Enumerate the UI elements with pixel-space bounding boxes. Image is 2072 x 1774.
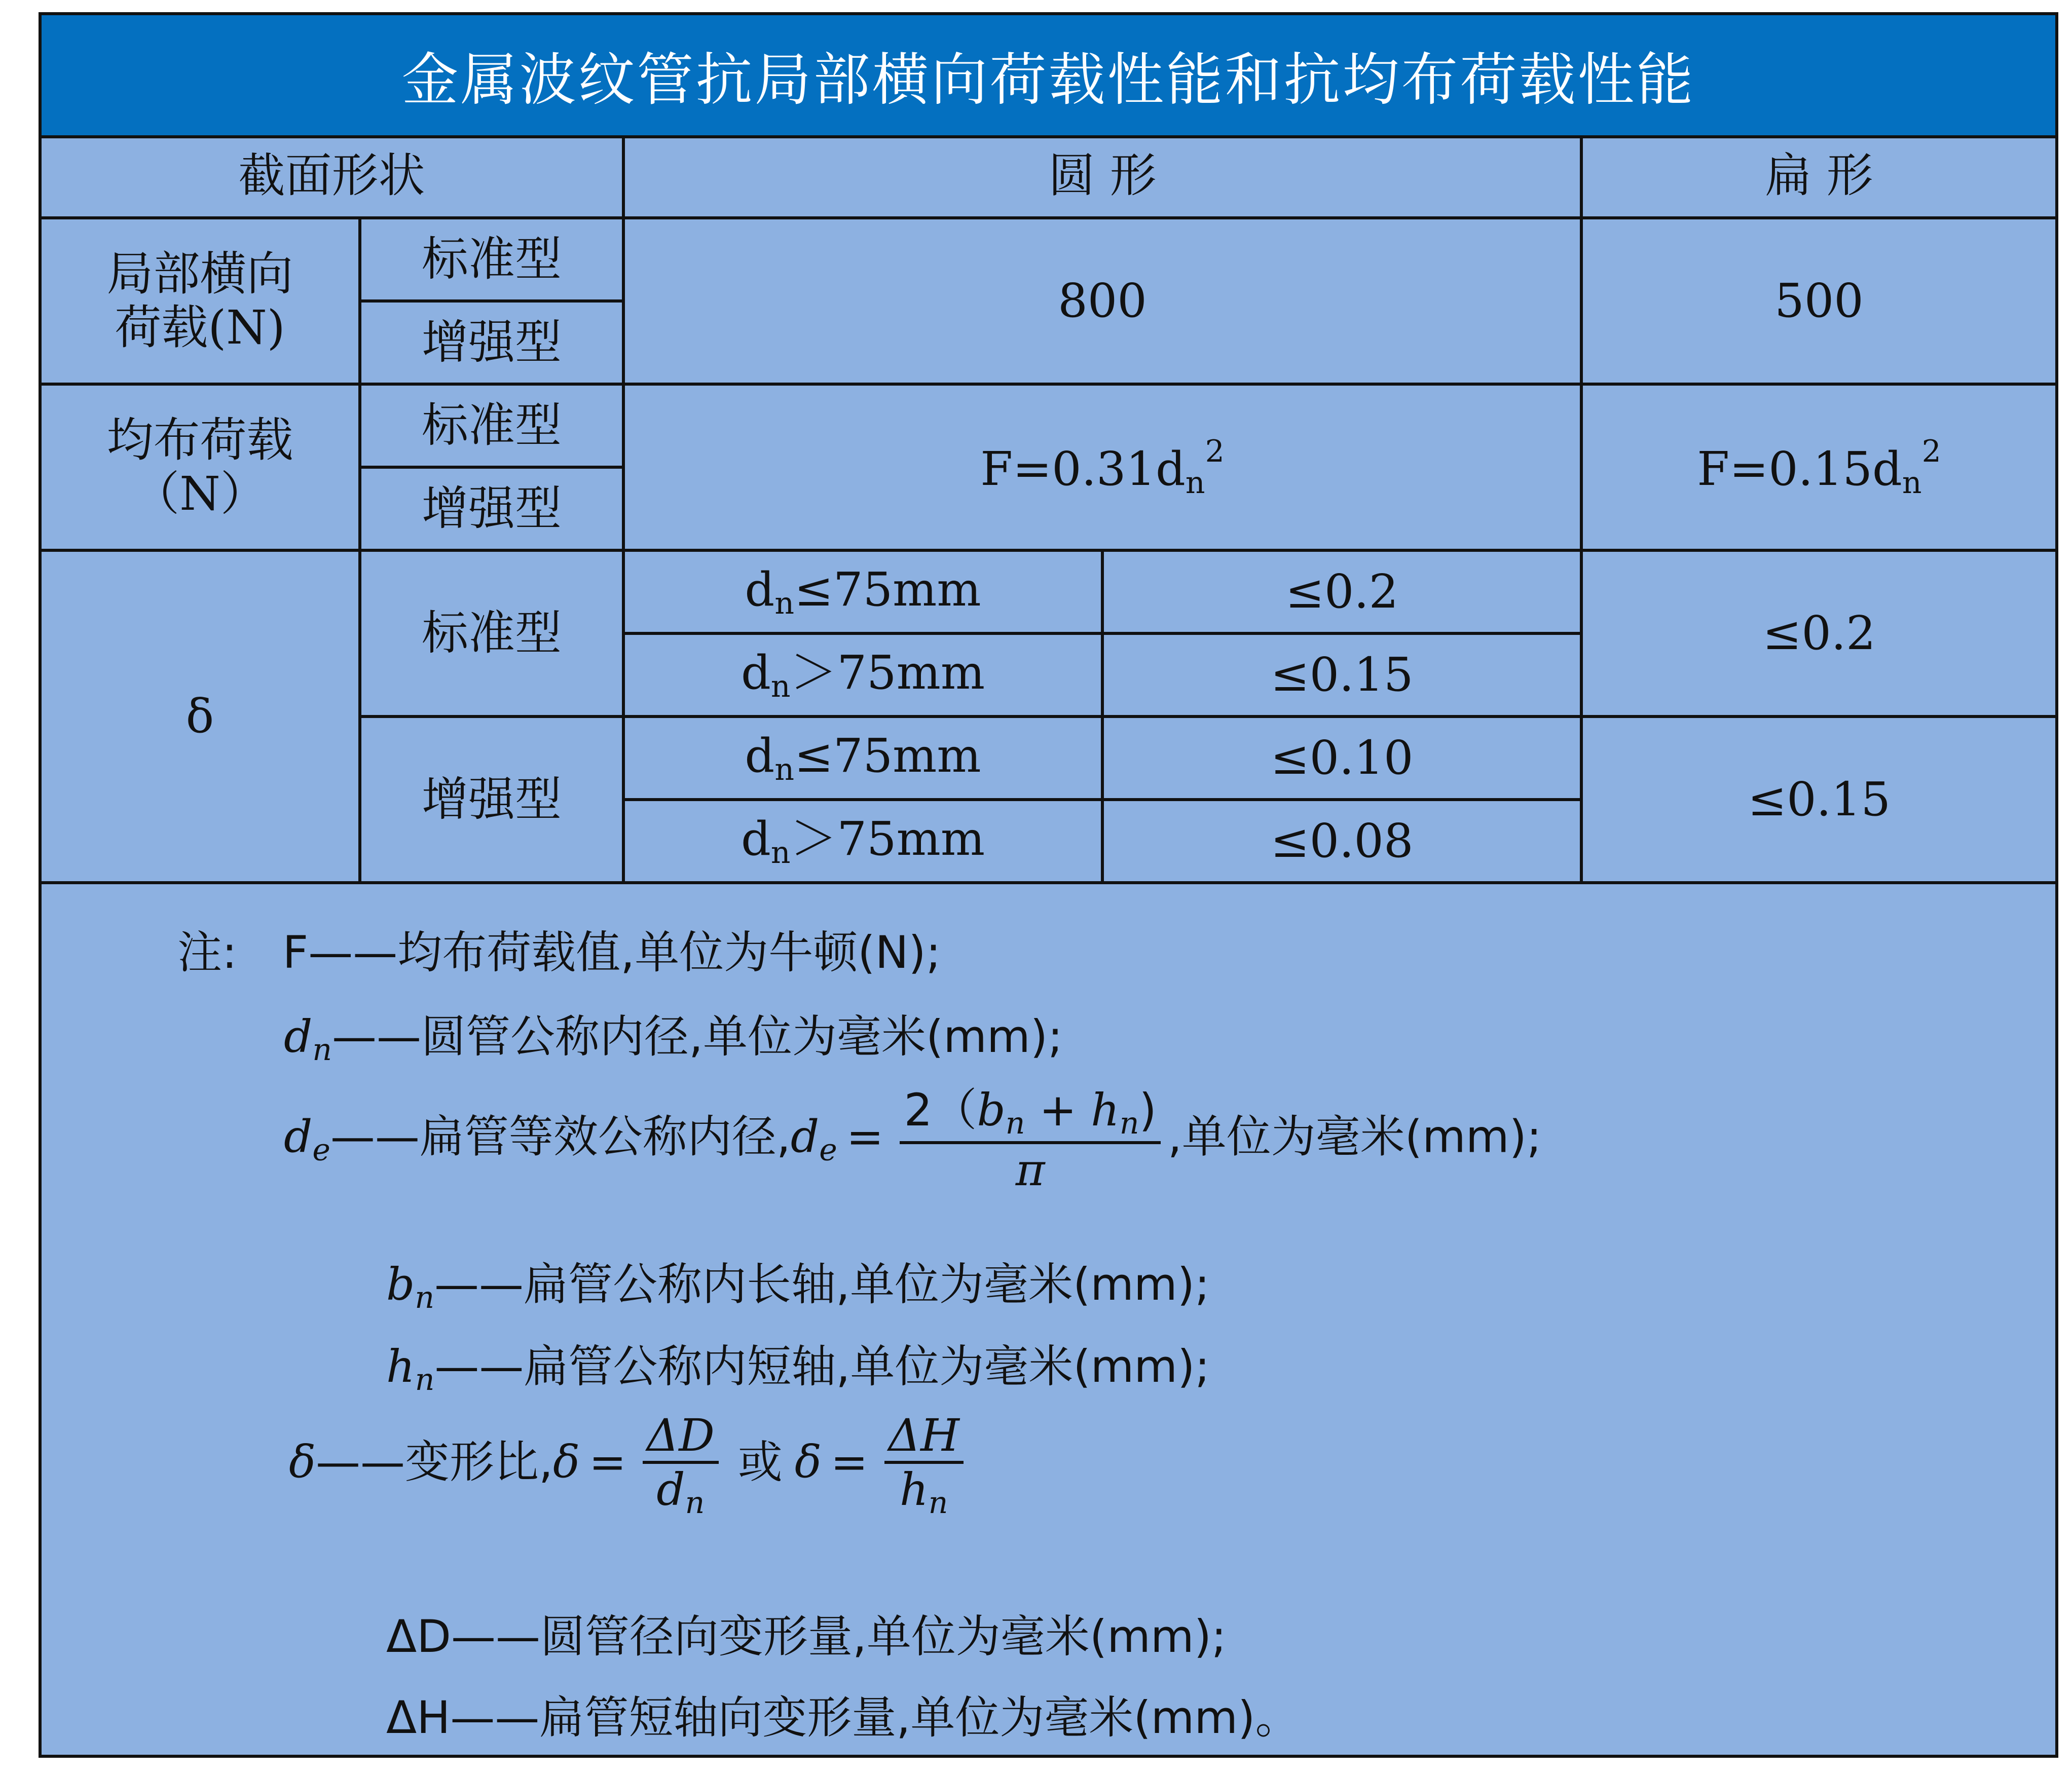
note-bn: $b_n——$扁管公称内长轴,单位为毫米(mm); <box>386 1258 1210 1315</box>
delta-round-value: ≤0.2 <box>1102 550 1581 633</box>
delta-flat-value: ≤0.15 <box>1581 716 2055 883</box>
delta-fraction-h: $\frac{\Delta H}{h_n}$ <box>884 1410 964 1521</box>
table-row <box>42 550 2055 633</box>
delta-label: δ <box>42 550 360 883</box>
uniform-load-round-formula: $F=0.31d_n^2$ <box>623 384 1581 550</box>
uniform-load-label: 均布荷载 （N） <box>42 384 360 550</box>
note-delta: δ——变形比,δ = $\frac{\Delta D}{d_n}$ 或 δ = $\frac{\Delta H}{h_n}$ <box>289 1410 971 1521</box>
delta-round-value: ≤0.15 <box>1102 633 1581 716</box>
note-f: 注: F——均布荷载值,单位为牛顿(N); <box>177 926 941 978</box>
header-round: 圆 形 <box>623 135 1581 218</box>
uniform-load-flat-formula: $F=0.15d_n^2$ <box>1581 384 2055 550</box>
note-delta-d: ΔD——圆管径向变形量,单位为毫米(mm); <box>386 1610 1227 1663</box>
notes-section <box>42 892 2055 1753</box>
note-delta-h: ΔH——扁管短轴向变形量,单位为毫米(mm)。 <box>386 1691 1300 1744</box>
table-row <box>42 384 2055 467</box>
delta-condition: $d_n\le 75mm$ <box>623 550 1102 633</box>
local-load-flat-value: 500 <box>1581 218 2055 384</box>
delta-fraction-d: $\frac{\Delta D}{d_n}$ <box>643 1410 719 1521</box>
de-fraction: $\frac{2(b_n + h_n)}{\pi}$ <box>900 1084 1160 1195</box>
header-shape: 截面形状 <box>42 135 623 218</box>
type-reinforced: 增强型 <box>360 301 623 384</box>
type-reinforced: 增强型 <box>360 467 623 550</box>
delta-round-value: ≤0.08 <box>1102 800 1581 883</box>
note-dn: $d_n——$圆管公称内径,单位为毫米(mm); <box>284 1010 1063 1068</box>
performance-table <box>42 135 2055 884</box>
note-de: $d_e——$扁管等效公称内径$,d_e$ = $\frac{2(b_n + h_n)}{\pi}$ ,单位为毫米(mm); <box>284 1084 1542 1196</box>
type-standard: 标准型 <box>360 384 623 467</box>
header-flat: 扁 形 <box>1581 135 2055 218</box>
note-hn: $h_n——$扁管公称内短轴,单位为毫米(mm); <box>386 1340 1210 1398</box>
delta-condition: $d_n>75mm$ <box>623 633 1102 716</box>
title-bar <box>42 15 2055 138</box>
delta-reinforced-label: 增强型 <box>360 716 623 883</box>
local-load-label: 局部横向 荷载(N) <box>42 218 360 384</box>
local-load-round-value: 800 <box>623 218 1581 384</box>
header-row <box>42 135 2055 218</box>
notes-prefix: 注: <box>177 926 237 978</box>
delta-condition: $d_n>75mm$ <box>623 800 1102 883</box>
delta-standard-label: 标准型 <box>360 550 623 716</box>
document-frame <box>39 12 2058 1758</box>
delta-round-value: ≤0.10 <box>1102 716 1581 800</box>
type-standard: 标准型 <box>360 218 623 301</box>
delta-condition: $d_n\le 75mm$ <box>623 716 1102 800</box>
page-title: 金属波纹管抗局部横向荷载性能和抗均布荷载性能 <box>401 47 1695 113</box>
delta-flat-value: ≤0.2 <box>1581 550 2055 716</box>
table-row <box>42 218 2055 301</box>
